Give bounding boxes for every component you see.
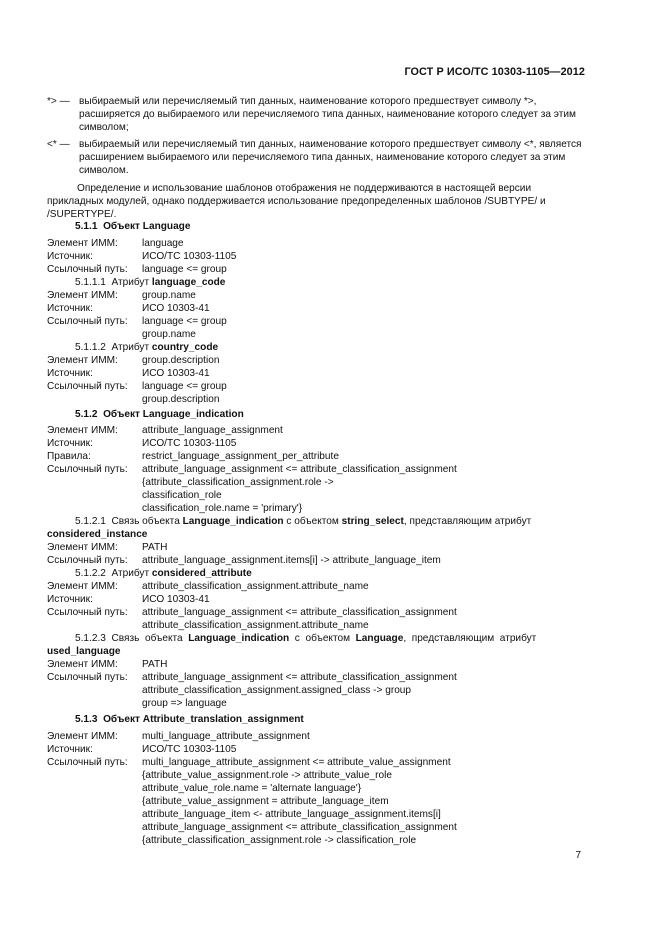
value-path-continued: attribute_language_item <- attribute_language_assignment.items[i] [142, 809, 441, 820]
subsection-label: 5.1.2.1 Связь объекта [75, 516, 183, 527]
value-path-continued: attribute_value_role.name = 'alternate language'} [142, 783, 362, 794]
value-path-continued: classification_role [142, 490, 222, 501]
label-source: Источник: [47, 368, 93, 379]
definition-item [47, 95, 587, 134]
value-element: group.name [142, 290, 196, 301]
value-source: ИСО 10303-41 [142, 368, 210, 379]
subsection-label: с объектом [289, 633, 356, 644]
label-source: Источник: [47, 303, 93, 314]
subsection-heading-5-1-2-3 [75, 632, 536, 645]
definition-text: выбираемый или перечисляемый тип данных, наименование которого предшествует символу <*, является расширением выбираемого или перечисляемого типа данных, наименование которого следует за этим символом. [79, 139, 582, 176]
section-heading-5-1-2 [75, 408, 244, 421]
label-element: Элемент ИММ: [47, 542, 118, 553]
label-path: Ссылочный путь: [47, 607, 128, 618]
label-element: Элемент ИММ: [47, 290, 118, 301]
value-element: group.description [142, 355, 220, 366]
label-element: Элемент ИММ: [47, 581, 118, 592]
section-heading-5-1-1 [75, 220, 190, 233]
value-element: PATH [142, 542, 168, 553]
definitions-list [47, 95, 587, 181]
definition-symbol: <* — [47, 139, 70, 150]
definition-item [47, 138, 587, 177]
subsection-heading-5-1-2-1 [75, 515, 531, 528]
attribute-name: country_code [151, 342, 219, 353]
label-path: Ссылочный путь: [47, 555, 128, 566]
value-source: ИСО/ТС 10303-1105 [142, 744, 237, 755]
value-path: attribute_language_assignment.items[i] -> attribute_language_item [142, 555, 441, 566]
attribute-name: considered_attribute [151, 568, 252, 579]
value-element: attribute_language_assignment [142, 425, 283, 436]
object-name: Language_indication [182, 516, 284, 527]
subsection-label: с объектом [283, 516, 342, 527]
page-number: 7 [575, 850, 581, 861]
value-path: language <= group [142, 316, 227, 327]
value-path: attribute_language_assignment <= attribute_classification_assignment [142, 464, 457, 475]
subsection-label: 5.1.1.2 Атрибут [75, 342, 152, 353]
value-path-continued: {attribute_value_assignment = attribute_language_item [142, 796, 389, 807]
value-element: multi_language_attribute_assignment [142, 731, 310, 742]
label-path: Ссылочный путь: [47, 264, 128, 275]
value-path-continued: group => language [142, 698, 227, 709]
value-element: language [142, 238, 184, 249]
value-path-continued: {attribute_classification_assignment.role -> [142, 477, 334, 488]
value-path: attribute_language_assignment <= attribute_classification_assignment [142, 672, 457, 683]
section-number: 5.1.3 [75, 714, 98, 725]
subsection-heading-5-1-1-2 [75, 341, 218, 354]
label-element: Элемент ИММ: [47, 355, 118, 366]
definition-text: выбираемый или перечисляемый тип данных, наименование которого предшествует символу *>, расширяется до выбираемого или перечисляемого типа данных, наименование которого следует за этим символом; [79, 96, 576, 133]
label-rules: Правила: [47, 451, 91, 462]
value-path-continued: attribute_classification_assignment.assigned_class -> group [142, 685, 412, 696]
label-source: Источник: [47, 594, 93, 605]
attribute-name: used_language [47, 646, 121, 657]
label-path: Ссылочный путь: [47, 381, 128, 392]
section-number: 5.1.2 [75, 409, 98, 420]
value-source: ИСО/ТС 10303-1105 [142, 251, 237, 262]
subsection-heading-5-1-1-1 [75, 276, 225, 289]
subsection-label: 5.1.2.2 Атрибут [75, 568, 152, 579]
subsection-label: 5.1.2.3 Связь объекта [75, 633, 189, 644]
value-path-continued: attribute_language_assignment <= attribute_classification_assignment [142, 822, 457, 833]
object-name: Language_indication [188, 633, 290, 644]
document-header: ГОСТ Р ИСО/ТС 10303-1105—2012 [404, 66, 585, 78]
label-element: Элемент ИММ: [47, 238, 118, 249]
label-element: Элемент ИММ: [47, 659, 118, 670]
target-object-name: Language [355, 633, 404, 644]
attribute-name: considered_instance [47, 529, 148, 540]
label-path: Ссылочный путь: [47, 672, 128, 683]
section-title: Объект Language_indication [103, 409, 244, 420]
label-path: Ссылочный путь: [47, 464, 128, 475]
label-source: Источник: [47, 251, 93, 262]
value-path: multi_language_attribute_assignment <= attribute_value_assignment [142, 757, 451, 768]
value-path-continued: group.name [142, 329, 196, 340]
value-element: PATH [142, 659, 168, 670]
value-source: ИСО 10303-41 [142, 303, 210, 314]
label-source: Источник: [47, 744, 93, 755]
section-number: 5.1.1 [75, 221, 98, 232]
label-path: Ссылочный путь: [47, 757, 128, 768]
subsection-heading-5-1-2-2 [75, 567, 252, 580]
value-path-continued: classification_role.name = 'primary'} [142, 503, 303, 514]
value-path-continued: {attribute_value_assignment.role -> attribute_value_role [142, 770, 392, 781]
value-path: language <= group [142, 381, 227, 392]
value-path-continued: attribute_classification_assignment.attribute_name [142, 620, 369, 631]
section-title: Объект Attribute_translation_assignment [103, 714, 304, 725]
value-path: language <= group [142, 264, 227, 275]
subsection-label: 5.1.1.1 Атрибут [75, 277, 152, 288]
value-path-continued: group.description [142, 394, 220, 405]
label-source: Источник: [47, 438, 93, 449]
target-object-name: string_select [341, 516, 404, 527]
intro-paragraph: Определение и использование шаблонов отображения не поддерживаются в настоящей версии прикладных модулей, однако поддерживается использование предопределенных шаблонов /SUBTYPE/ и /SUPERTYPE/. [47, 183, 546, 220]
label-element: Элемент ИММ: [47, 425, 118, 436]
section-title: Объект Language [103, 221, 191, 232]
value-path-continued: {attribute_classification_assignment.role -> classification_role [142, 835, 417, 846]
definition-symbol: *> — [47, 96, 70, 107]
value-source: ИСО/ТС 10303-1105 [142, 438, 237, 449]
value-source: ИСО 10303-41 [142, 594, 210, 605]
subsection-label: , представляющим атрибут [403, 633, 537, 644]
value-rules: restrict_language_assignment_per_attribute [142, 451, 339, 462]
label-path: Ссылочный путь: [47, 316, 128, 327]
label-element: Элемент ИММ: [47, 731, 118, 742]
section-heading-5-1-3 [75, 713, 304, 726]
value-path: attribute_language_assignment <= attribute_classification_assignment [142, 607, 457, 618]
subsection-label: , представляющим атрибут [403, 516, 532, 527]
value-element: attribute_classification_assignment.attribute_name [142, 581, 369, 592]
attribute-name: language_code [151, 277, 226, 288]
